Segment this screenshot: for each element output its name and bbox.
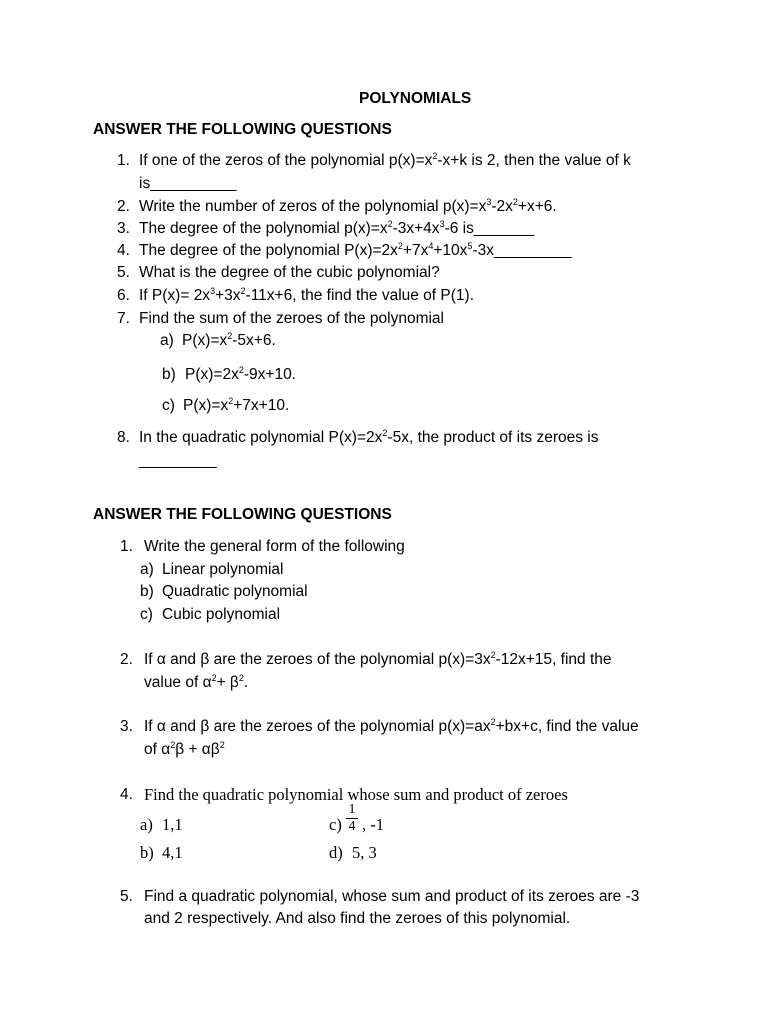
option-label: d) [329, 843, 343, 862]
question-number: 2. [117, 198, 130, 215]
question-text: Find the sum of the zeroes of the polynomial [139, 310, 444, 327]
subitem-text: Cubic polynomial [162, 606, 281, 623]
question-text: The degree of the polynomial $p(x)=x^2-3x+4x^3-6$ is_______ [139, 219, 535, 237]
question-number: 4. [117, 242, 130, 259]
subitem-label: c) [140, 606, 153, 623]
question-text: If $P(x)= 2x^3+3x^2-11x+6$, the find the value of P(1). [139, 286, 475, 304]
section-1-heading: ANSWER THE FOLLOWING QUESTIONS [93, 121, 392, 138]
question-text: Write the general form of the following [144, 538, 405, 555]
question-number: 2. [120, 651, 133, 668]
question-number: 5. [120, 888, 133, 905]
question-text: Write the number of zeros of the polynomial $p(x)=x^3-2x^2+x+6$. [139, 197, 557, 215]
question-text-line2: value of $\alpha^2+ \beta^2$. [144, 673, 249, 691]
question-text: The degree of the polynomial $P(x)=2x^2+7x^4+10x^5-3x\_\_\_\_\_\_\_\_\_$ [139, 241, 572, 259]
option-label: b) [140, 843, 154, 862]
question-number: 8. [117, 429, 130, 446]
option-label: c) [329, 815, 342, 834]
option-label: a) [140, 815, 153, 834]
question-text-line2: of $\alpha^2\beta + \alpha\beta^2$ [144, 740, 225, 758]
subitem-label: c) [162, 397, 175, 414]
subitem-label: b) [162, 366, 176, 383]
subitem-label: a) [140, 561, 154, 578]
question-number: 6. [117, 287, 130, 304]
subitem-text: $P(x)=x^2+7x+10$. [183, 396, 290, 414]
section-2-heading: ANSWER THE FOLLOWING QUESTIONS [93, 506, 392, 523]
subitem-text: Quadratic polynomial [162, 583, 308, 600]
question-text: If one of the zeros of the polynomial $p(x)=x^2-x+k$ is 2, then the value of k [139, 151, 631, 169]
fraction-numerator: 1 [348, 802, 356, 817]
question-number: 1. [117, 152, 130, 169]
question-number: 3. [120, 718, 133, 735]
question-number: 1. [120, 538, 133, 555]
question-text: In the quadratic polynomial $P(x)=2x^2-5x$, the product of its zeroes is [139, 428, 599, 446]
option-text: , -1 [362, 815, 384, 834]
question-text: If α and β are the zeroes of the polynomial $p(x)=3x^2-12x+15$, find the [144, 650, 612, 668]
subitem-text: Linear polynomial [162, 561, 284, 578]
subitem-text: $P(x)=2x^2-9x+10$. [185, 365, 296, 383]
fraction-denominator: 4 [348, 819, 356, 834]
subitem-label: b) [140, 583, 154, 600]
option-text: 4,1 [162, 843, 183, 862]
question-text: If α and β are the zeroes of the polynomial $p(x)=ax^2+bx+c$, find the value [144, 717, 639, 735]
question-number: 7. [117, 310, 130, 327]
subitem-label: a) [160, 332, 174, 349]
question-text-line2: and 2 respectively. And also find the zeroes of this polynomial. [144, 910, 571, 927]
question-text: What is the degree of the cubic polynomial? [139, 264, 440, 281]
option-text: 5, 3 [352, 843, 377, 862]
question-number: 5. [117, 264, 130, 281]
answer-blank: _________ [139, 452, 217, 469]
subitem-text: $P(x)=x^2-5x+6$. [182, 331, 276, 349]
option-text: 1,1 [162, 815, 183, 834]
answer-blank: is__________ [139, 175, 237, 192]
question-number: 4. [120, 786, 133, 803]
question-text: Find the quadratic polynomial whose sum and product of zeroes [144, 785, 568, 804]
question-number: 3. [117, 220, 130, 237]
page-title: POLYNOMIALS [359, 90, 472, 107]
fraction [346, 803, 358, 834]
question-text: Find a quadratic polynomial, whose sum and product of its zeroes are -3 [144, 888, 640, 905]
